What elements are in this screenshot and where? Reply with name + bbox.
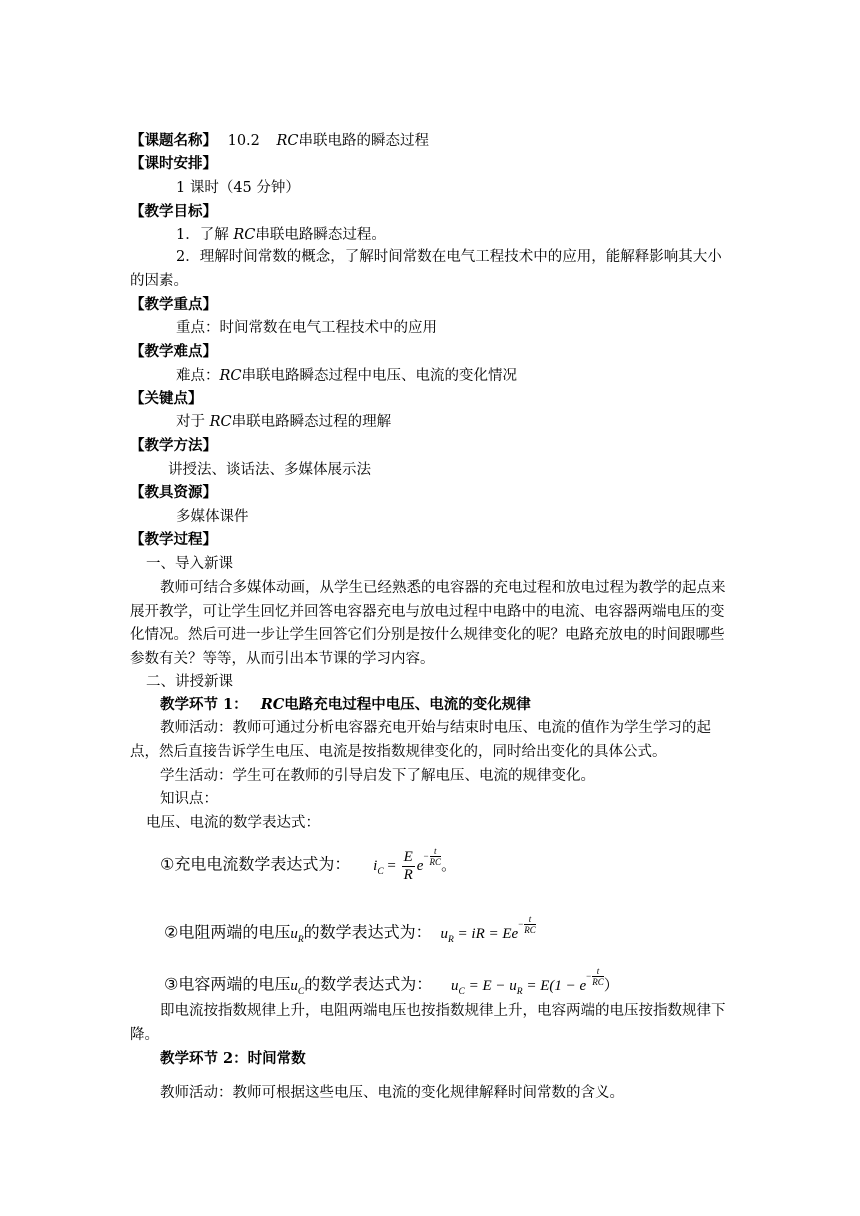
method-text: 讲授法、谈话法、多媒体展示法 bbox=[168, 462, 371, 478]
process-label: 【教学过程】 bbox=[130, 531, 217, 548]
formula-capacitor-voltage bbox=[164, 966, 619, 997]
step-1-text: 电路充电过程中电压、电流的变化规律 bbox=[284, 696, 531, 713]
formula-2-label-b: 的数学表达式为： bbox=[303, 922, 432, 942]
key-label: 【关键点】 bbox=[130, 390, 203, 407]
formula-1-R: R bbox=[403, 866, 413, 883]
formula-2-rhs: = iR = Ee bbox=[457, 925, 519, 942]
expression-intro: 电压、电流的数学表达式： bbox=[146, 815, 320, 831]
formula-1-exp-rc: RC bbox=[429, 857, 442, 867]
formula-2-uR-label-sub: R bbox=[297, 934, 304, 945]
formula-1-ic-sub: C bbox=[377, 866, 384, 877]
formula-2-uR-sub: R bbox=[447, 934, 454, 945]
teacher-activity-1: 教师活动：教师可通过分析电容器充电开始与结束时电压、电流的值作为学生学习的起点，然后直接告诉学生电压、电流是按指数规律变化的，同时给出变化的具体公式。 bbox=[130, 720, 711, 760]
formula-1-fraction bbox=[402, 849, 415, 884]
formula-2-label-a: ②电阻两端的电压 bbox=[164, 922, 291, 942]
formula-1-period: 。 bbox=[441, 857, 457, 874]
difficulty-rc: RC bbox=[219, 368, 242, 384]
key-text bbox=[176, 411, 391, 433]
teacher-activity-2: 教师活动：教师可根据这些电压、电流的变化规律解释时间常数的含义。 bbox=[160, 1085, 624, 1101]
formula-3-uC-sub: C bbox=[458, 986, 465, 997]
title-text: 串联电路的瞬态过程 bbox=[298, 133, 430, 149]
difficulty-suffix: 串联电路瞬态过程中电压、电流的变化情况 bbox=[241, 368, 518, 384]
key-suffix: 串联电路瞬态过程的理解 bbox=[231, 414, 392, 430]
formula-3-uC-inline bbox=[290, 977, 305, 997]
step-2-heading: 教学环节 2：时间常数 bbox=[160, 1050, 306, 1067]
formula-3-uC: u bbox=[451, 977, 459, 994]
formula-3-rhs-b: = E(1 − e bbox=[526, 977, 587, 994]
focus-text: 重点：时间常数在电气工程技术中的应用 bbox=[176, 320, 437, 336]
step-1-heading bbox=[160, 694, 531, 716]
student-activity-1: 学生活动：学生可在教师的引导启发下了解电压、电流的规律变化。 bbox=[160, 768, 595, 784]
difficulty-label: 【教学难点】 bbox=[130, 343, 217, 360]
title-rc: RC bbox=[276, 133, 299, 149]
title-label: 【课题名称】 bbox=[130, 132, 217, 149]
title-line bbox=[130, 130, 429, 152]
title-number: 10.2 bbox=[227, 133, 260, 149]
formula-2-uR-inline bbox=[290, 925, 304, 945]
formula-1-E: E bbox=[403, 848, 413, 865]
formula-3-close: ） bbox=[603, 977, 619, 994]
focus-label: 【教学重点】 bbox=[130, 296, 217, 313]
formula-2-exp-t: t bbox=[524, 914, 536, 925]
intro-paragraph: 教师可结合多媒体动画，从学生已经熟悉的电容器的充电过程和放电过程为教学的起点来展开教学，可让学生回忆并回答电容器充电与放电过程中电路中的电流、电容器两端电压的变化情况。然后可进一步让学生回答它们分别是按什么规律变化的呢？电路充放电的时间跟哪些参数有关？等等，从而引出本节课的学习内容。 bbox=[130, 580, 726, 667]
formula-1-label: ①充电电流数学表达式为： bbox=[160, 854, 351, 874]
goal-2: 2．理解时间常数的概念，了解时间常数在电气工程技术中的应用，能解释影响其大小的因素。 bbox=[130, 249, 722, 289]
formula-2-exp-rc: RC bbox=[524, 925, 536, 935]
formula-3-exp-t: t bbox=[592, 966, 604, 977]
goal-1-rc: RC bbox=[233, 227, 256, 243]
formula-3-uR-sub: R bbox=[516, 986, 523, 997]
difficulty-text bbox=[176, 365, 517, 387]
formula-1-body: $i_C$ = $\frac{E}{R}$ e− $\frac{t}{RC}$ 。 bbox=[373, 846, 457, 883]
formula-2-exponent: − $\frac{t}{RC}$ bbox=[518, 914, 536, 935]
goal-1-prefix: 1．了解 bbox=[176, 227, 234, 243]
formula-3-uC-label: u bbox=[290, 977, 298, 994]
formula-1-exp-t: t bbox=[430, 846, 442, 857]
summary-paragraph: 即电流按指数规律上升，电阻两端电压也按指数规律上升，电容两端的电压按指数规律下降。 bbox=[130, 1003, 726, 1043]
formula-resistor-voltage bbox=[164, 914, 536, 945]
formula-3-exp-rc: RC bbox=[592, 977, 604, 987]
formula-1-exponent: − $\frac{t}{RC}$ bbox=[423, 846, 442, 867]
formula-1-e: e bbox=[416, 857, 424, 874]
method-label: 【教学方法】 bbox=[130, 437, 217, 454]
step-1-rc: RC bbox=[260, 696, 285, 713]
formula-3-exponent: − $\frac{t}{RC}$ bbox=[586, 966, 604, 987]
new-lesson-heading: 二、讲授新课 bbox=[146, 674, 233, 690]
formula-3-body bbox=[451, 966, 619, 997]
formula-3-label-a: ③电容两端的电压 bbox=[164, 974, 291, 994]
goal-1-suffix: 串联电路瞬态过程。 bbox=[255, 227, 386, 243]
key-prefix: 对于 bbox=[176, 414, 210, 430]
formula-3-label-b: 的数学表达式为： bbox=[304, 974, 433, 994]
schedule-label: 【课时安排】 bbox=[130, 155, 217, 172]
resource-text: 多媒体课件 bbox=[176, 509, 249, 525]
goal-1 bbox=[176, 224, 386, 246]
schedule-text: 1 课时（45 分钟） bbox=[176, 180, 300, 196]
formula-2-uR: u bbox=[440, 925, 448, 942]
difficulty-prefix: 难点： bbox=[176, 368, 220, 384]
step-1-label: 教学环节 1： bbox=[160, 696, 248, 713]
formula-1-ic: i bbox=[373, 857, 378, 874]
goals-label: 【教学目标】 bbox=[130, 203, 217, 220]
formula-charging-current bbox=[160, 846, 456, 884]
formula-3-rhs-a: = E − u bbox=[468, 977, 517, 994]
formula-2-uR-label: u bbox=[290, 925, 298, 942]
formula-2-body bbox=[440, 914, 536, 945]
knowledge-label: 知识点： bbox=[160, 791, 218, 807]
formula-3-uC-label-sub: C bbox=[297, 986, 305, 997]
intro-heading: 一、导入新课 bbox=[146, 556, 233, 572]
resource-label: 【教具资源】 bbox=[130, 484, 217, 501]
key-rc: RC bbox=[209, 414, 232, 430]
